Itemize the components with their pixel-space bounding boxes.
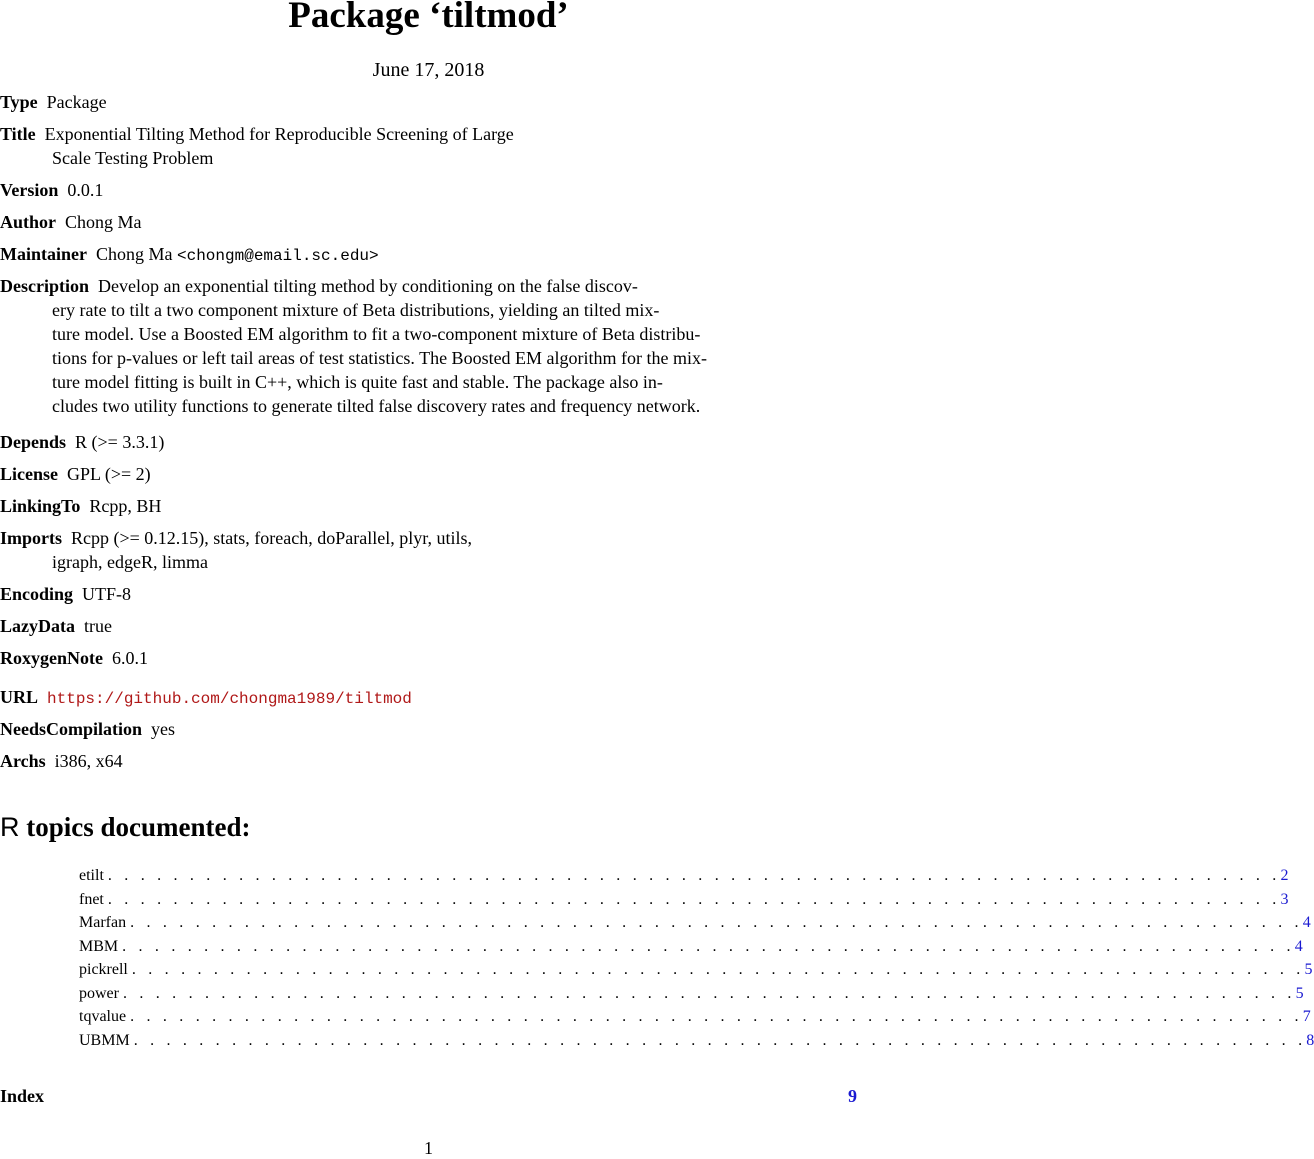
description-line: Develop an exponential tilting method by conditioning on the false discov- (98, 276, 638, 296)
maintainer-email[interactable]: <chongm@email.sc.edu> (177, 247, 379, 265)
field-key: Encoding (0, 584, 74, 604)
toc-entry[interactable] (79, 1029, 1314, 1053)
field-linkingto (0, 494, 830, 518)
toc-entry-name[interactable]: tqvalue (79, 1008, 127, 1025)
description-line: ture model fitting is built in C++, which is quite fast and stable. The package also in- (52, 372, 663, 392)
index-page-link[interactable]: 9 (848, 1086, 857, 1106)
toc-leader-dots: . . . . . . . . . . . . . . . . . . . . . . . . . . . . . . . . . . . . . . . . . . . . . . . . . . . . . . . . . . . . . . . . . . . . . . . . (122, 937, 1295, 955)
field-value: 6.0.1 (111, 648, 148, 668)
field-value: 0.0.1 (67, 180, 104, 200)
toc-page-link[interactable]: 3 (1280, 890, 1289, 908)
toc-entry-name[interactable]: etilt (79, 867, 104, 884)
field-key: Imports (0, 528, 62, 548)
toc-page-link[interactable]: 7 (1302, 1008, 1311, 1025)
r-logo: R (0, 812, 20, 842)
field-type (0, 90, 830, 114)
url-link[interactable]: https://github.com/chongma1989/tiltmod (47, 690, 412, 708)
toc-entry[interactable] (79, 888, 1289, 912)
table-of-contents (79, 864, 1314, 1052)
toc-entry-name[interactable]: fnet (79, 890, 104, 908)
toc-page-link[interactable]: 5 (1295, 984, 1304, 1002)
field-key: LazyData (0, 616, 75, 636)
field-key: Type (0, 92, 38, 112)
maintainer-name: Chong Ma (96, 244, 173, 264)
toc-entry[interactable] (79, 864, 1289, 888)
field-key: RoxygenNote (0, 648, 103, 668)
field-version (0, 178, 830, 202)
field-value: R (>= 3.3.1) (75, 432, 165, 452)
field-url (0, 685, 830, 711)
toc-entry-name[interactable]: pickrell (79, 961, 128, 978)
index-label[interactable]: Index (0, 1086, 45, 1106)
field-key: Maintainer (0, 244, 87, 264)
toc-entry-name[interactable]: power (79, 984, 119, 1002)
toc-page-link[interactable]: 4 (1302, 914, 1311, 931)
toc-page-link[interactable]: 8 (1306, 1031, 1314, 1049)
description-line: cludes two utility functions to generate tilted false discovery rates and frequency network. (52, 396, 701, 416)
toc-entry[interactable] (79, 958, 1313, 982)
toc-entry[interactable] (79, 935, 1303, 959)
field-value: yes (151, 719, 176, 739)
field-key: Title (0, 124, 36, 144)
field-value-continued: Scale Testing Problem (52, 148, 214, 168)
field-value-continued: igraph, edgeR, limma (52, 552, 208, 572)
field-maintainer (0, 242, 830, 268)
field-value: UTF-8 (82, 584, 132, 604)
package-date: June 17, 2018 (372, 59, 485, 81)
field-value: Rcpp, BH (89, 496, 162, 516)
field-lazydata (0, 614, 830, 638)
field-value: Chong Ma (65, 212, 142, 232)
toc-entry[interactable] (79, 911, 1311, 935)
description-line: tions for p-values or left tail areas of test statistics. The Boosted EM algorithm for the mix- (52, 348, 708, 368)
toc-entry[interactable] (79, 982, 1304, 1006)
field-description (0, 274, 830, 418)
field-encoding (0, 582, 830, 606)
description-line: ture model. Use a Boosted EM algorithm to fit a two-component mixture of Beta distribu- (52, 324, 701, 344)
section-label: topics documented: (26, 812, 251, 842)
toc-leader-dots: . . . . . . . . . . . . . . . . . . . . . . . . . . . . . . . . . . . . . . . . . . . . . . . . . . . . . . . . . . . . . . . . . . . . . . . . (122, 984, 1296, 1002)
field-key: NeedsCompilation (0, 719, 143, 739)
field-depends (0, 430, 830, 454)
field-title (0, 122, 830, 170)
toc-leader-dots: . . . . . . . . . . . . . . . . . . . . . . . . . . . . . . . . . . . . . . . . . . . . . . . . . . . . . . . . . . . . . . . . . . . . . . . . (133, 1031, 1307, 1049)
description-line: ery rate to tilt a two component mixture of Beta distributions, yielding an tilted mix- (52, 300, 660, 320)
toc-page-link[interactable]: 2 (1280, 867, 1289, 884)
toc-leader-dots: . . . . . . . . . . . . . . . . . . . . . . . . . . . . . . . . . . . . . . . . . . . . . . . . . . . . . . . . . . . . . . . . . . . . . . . . (130, 914, 1303, 931)
toc-entry[interactable] (79, 1005, 1311, 1029)
field-value: Package (46, 92, 107, 112)
field-value: Rcpp (>= 0.12.15), stats, foreach, doParallel, plyr, utils, (71, 528, 473, 548)
index-entry[interactable] (0, 1084, 857, 1108)
field-key: Depends (0, 432, 67, 452)
toc-page-link[interactable]: 5 (1304, 961, 1313, 978)
field-value: true (84, 616, 112, 636)
field-key: License (0, 464, 58, 484)
toc-leader-dots: . . . . . . . . . . . . . . . . . . . . . . . . . . . . . . . . . . . . . . . . . . . . . . . . . . . . . . . . . . . . . . . . . . . . . . . . (131, 961, 1305, 978)
field-author (0, 210, 830, 234)
toc-leader-dots: . . . . . . . . . . . . . . . . . . . . . . . . . . . . . . . . . . . . . . . . . . . . . . . . . . . . . . . . . . . . . . . . . . . . . . . . (107, 890, 1281, 908)
toc-entry-name[interactable]: Marfan (79, 914, 127, 931)
field-license (0, 462, 830, 486)
package-title: Package ‘tiltmod’ (288, 0, 569, 36)
field-key: URL (0, 687, 39, 707)
page-number: 1 (424, 1138, 433, 1158)
field-needscompilation (0, 717, 830, 741)
field-key: Author (0, 212, 57, 232)
toc-leader-dots: . . . . . . . . . . . . . . . . . . . . . . . . . . . . . . . . . . . . . . . . . . . . . . . . . . . . . . . . . . . . . . . . . . . . . . . . (107, 867, 1281, 884)
toc-entry-name[interactable]: MBM (79, 937, 119, 955)
field-key: Description (0, 276, 89, 296)
field-key: LinkingTo (0, 496, 81, 516)
toc-entry-name[interactable]: UBMM (79, 1031, 130, 1049)
field-archs (0, 749, 830, 773)
section-heading (0, 810, 251, 844)
field-value: Exponential Tilting Method for Reproducible Screening of Large (44, 124, 514, 144)
toc-page-link[interactable]: 4 (1294, 937, 1303, 955)
field-key: Archs (0, 751, 46, 771)
field-imports (0, 526, 830, 574)
field-key: Version (0, 180, 59, 200)
toc-leader-dots: . . . . . . . . . . . . . . . . . . . . . . . . . . . . . . . . . . . . . . . . . . . . . . . . . . . . . . . . . . . . . . . . . . . . . . . . (130, 1008, 1303, 1025)
field-value: GPL (>= 2) (67, 464, 151, 484)
field-value: i386, x64 (54, 751, 123, 771)
field-roxygennote (0, 646, 830, 670)
